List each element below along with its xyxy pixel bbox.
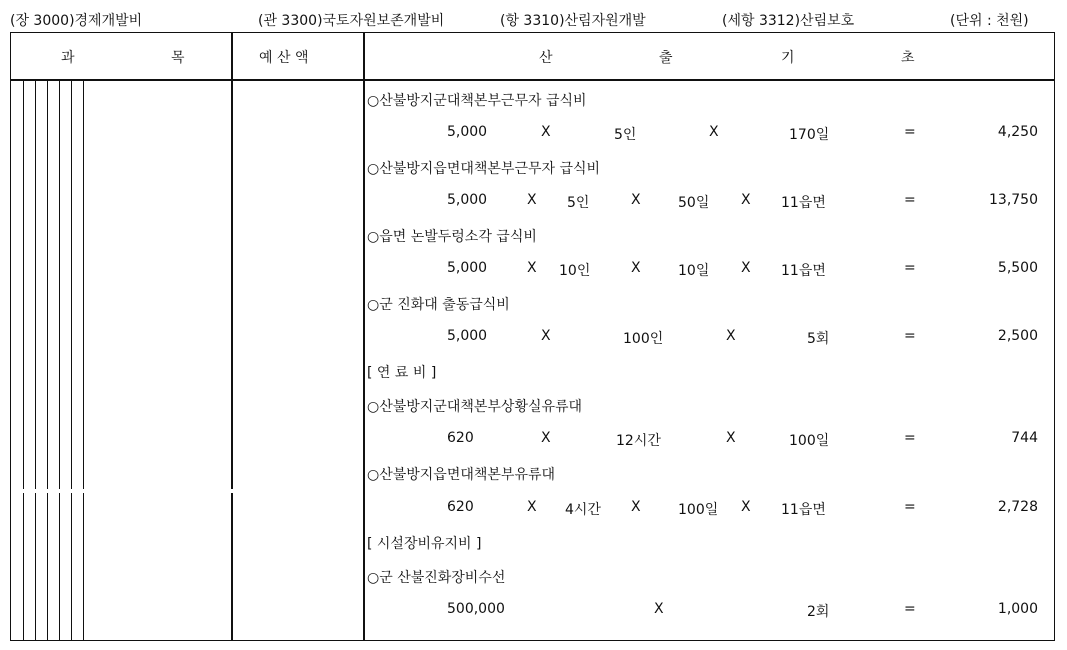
calc-value: 100인: [623, 331, 664, 347]
calc-op: X: [541, 430, 551, 446]
calc-result: 5,500: [997, 260, 1038, 276]
budget-table: [10, 32, 1055, 641]
calc-body: [11, 33, 1054, 640]
calc-result: 1,000: [997, 601, 1038, 617]
calc-value: 11읍면: [781, 195, 826, 211]
item-title: ○산불방지읍면대책본부근무자 급식비: [367, 161, 601, 177]
calc-value: 620: [447, 430, 474, 446]
calc-value: 5,000: [447, 328, 488, 344]
calc-result: 13,750: [989, 192, 1038, 208]
calc-eq: =: [904, 430, 916, 446]
item-title: ○산불방지군대책본부상황실유류대: [367, 399, 583, 415]
calc-op: X: [654, 601, 664, 617]
item-title: ○군 진화대 출동급식비: [367, 297, 510, 313]
hang-label: (항 3310)산림자원개발: [500, 13, 646, 29]
calc-op: X: [527, 192, 537, 208]
calc-value: 10인: [559, 263, 591, 279]
calc-op: X: [741, 499, 751, 515]
calc-value: 100일: [789, 433, 830, 449]
calc-eq: =: [904, 192, 916, 208]
calc-op: X: [709, 124, 719, 140]
sehang-label: (세항 3312)산림보호: [722, 13, 855, 29]
section-heading: [ 시설장비유지비 ]: [367, 536, 482, 552]
calc-result: 4,250: [997, 124, 1038, 140]
item-title: ○산불방지읍면대책본부유류대: [367, 467, 556, 483]
calc-result: 2,500: [997, 328, 1038, 344]
calc-value: 170일: [789, 127, 830, 143]
calc-result: 744: [1011, 430, 1038, 446]
calc-op: X: [527, 260, 537, 276]
col-calc-1: 산: [539, 50, 553, 66]
section-heading: [ 연 료 비 ]: [367, 365, 437, 381]
calc-value: 5회: [807, 331, 830, 347]
calc-op: X: [741, 192, 751, 208]
calc-value: 11읍면: [781, 263, 826, 279]
calc-eq: =: [904, 601, 916, 617]
calc-value: 5인: [614, 127, 637, 143]
unit-label: (단위 : 천원): [950, 13, 1029, 29]
col-calc-4: 초: [901, 50, 915, 66]
calc-op: X: [541, 328, 551, 344]
calc-value: 4시간: [565, 502, 601, 518]
calc-value: 12시간: [616, 433, 661, 449]
calc-value: 2회: [807, 604, 830, 620]
col-subject-b: 목: [171, 50, 185, 66]
calc-eq: =: [904, 499, 916, 515]
calc-op: X: [741, 260, 751, 276]
calc-op: X: [527, 499, 537, 515]
calc-op: X: [726, 328, 736, 344]
gwan-label: (관 3300)국토자원보존개발비: [258, 13, 445, 29]
calc-eq: =: [904, 328, 916, 344]
col-subject-a: 과: [61, 50, 75, 66]
item-title: ○산불방지군대책본부근무자 급식비: [367, 93, 587, 109]
calc-value: 5,000: [447, 124, 488, 140]
calc-op: X: [541, 124, 551, 140]
calc-op: X: [631, 192, 641, 208]
calc-value: 100일: [678, 502, 719, 518]
col-budget: 예 산 액: [259, 50, 309, 66]
col-calc-3: 기: [781, 50, 795, 66]
calc-value: 620: [447, 499, 474, 515]
item-title: ○군 산불진화장비수선: [367, 570, 506, 586]
calc-op: X: [726, 430, 736, 446]
calc-eq: =: [904, 124, 916, 140]
calc-value: 50일: [678, 195, 710, 211]
calc-eq: =: [904, 260, 916, 276]
calc-value: 500,000: [447, 601, 505, 617]
calc-value: 11읍면: [781, 502, 826, 518]
jang-label: (장 3000)경제개발비: [10, 13, 143, 29]
calc-value: 5,000: [447, 192, 488, 208]
calc-op: X: [631, 499, 641, 515]
calc-value: 10일: [678, 263, 710, 279]
calc-result: 2,728: [997, 499, 1038, 515]
calc-op: X: [631, 260, 641, 276]
calc-value: 5인: [567, 195, 590, 211]
item-title: ○읍면 논발두렁소각 급식비: [367, 229, 537, 245]
col-calc-2: 출: [659, 50, 673, 66]
calc-value: 5,000: [447, 260, 488, 276]
